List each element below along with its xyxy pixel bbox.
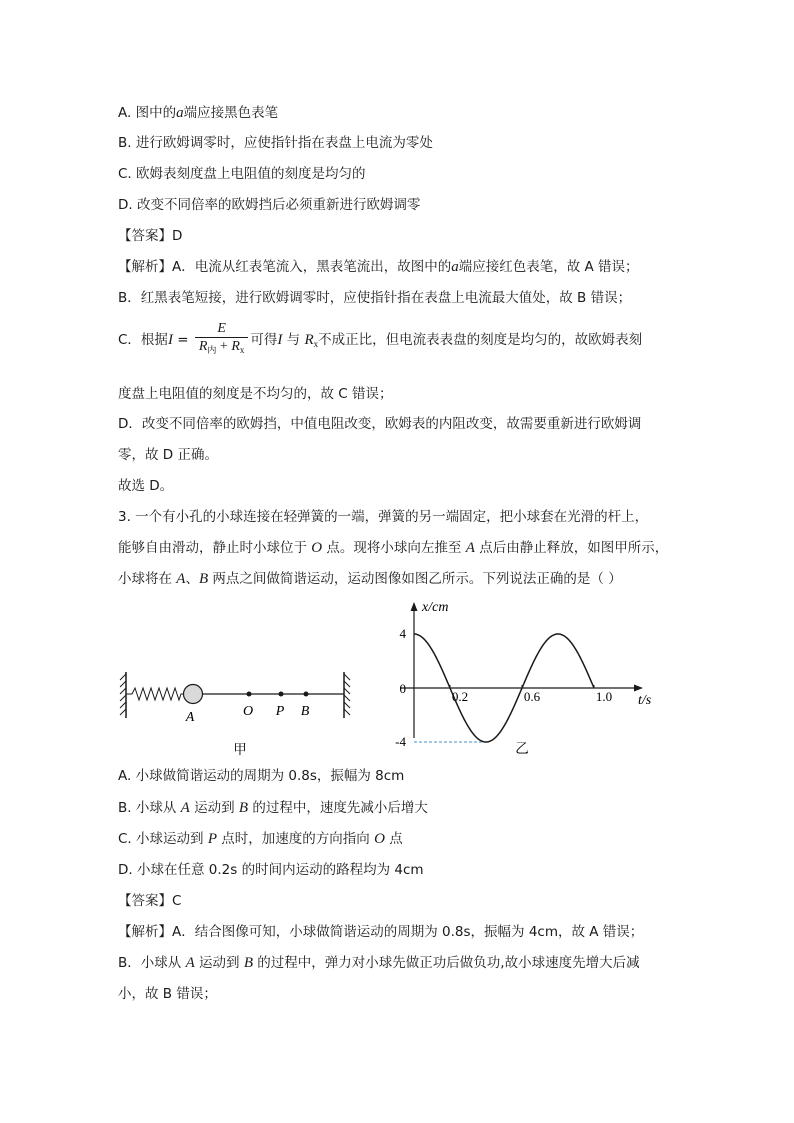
q2-explanation-c-line1 (118, 320, 642, 364)
q3-ob-b: B (238, 800, 249, 816)
caption-yi: 乙 (515, 741, 529, 756)
q2-exp-a-var: a (451, 259, 459, 275)
tick-x-0-6: 0.6 (523, 689, 541, 704)
right-wall-hatch (344, 674, 350, 715)
q3-oc-pre: C. 小球运动到 (118, 831, 208, 847)
q3-stem2-o: O (311, 540, 323, 556)
q2-exp-c-rx: R (304, 332, 314, 348)
point-b (304, 692, 309, 697)
q2-explanation-c-line2: 度盘上电阻值的刻度是不均匀的，故 C 错误； (118, 386, 393, 402)
label-a: A (185, 710, 195, 725)
den-plus: + (216, 339, 232, 354)
q2-exp-c-rx-sub: x (313, 339, 319, 349)
q2-exp-c-mid2: 与 (282, 332, 305, 348)
q3-ob-post: 的过程中，速度先减小后增大 (248, 800, 428, 816)
formula-current: I (167, 332, 173, 348)
y-axis-label: x/cm (422, 600, 449, 615)
tick-x-0-2: 0.2 (451, 689, 469, 704)
q3-explanation-a: 【解析】A．结合图像可知，小球做简谐运动的周期为 0.8s，振幅为 4cm，故 A 错误； (118, 924, 644, 940)
ball (184, 685, 203, 704)
q2-option-a-pre: A. 图中的 (118, 105, 177, 121)
q3-stem3-a: A (176, 571, 186, 587)
q3-option-b (118, 798, 428, 818)
q3-stem3-post: 两点之间做简谐运动，运动图像如图乙所示。下列说法正确的是（ ） (208, 571, 622, 587)
q3-eb-a: A (185, 955, 195, 971)
q2-exp-a-pre: 【解析】A．电流从红表笔流入，黑表笔流出，故图中的 (118, 259, 452, 275)
q2-choose: 故选 D。 (118, 478, 174, 494)
q3-oc-p: P (207, 831, 217, 847)
formula-numerator: E (195, 321, 249, 338)
y-axis-arrow (411, 602, 418, 611)
formula-denominator (195, 338, 249, 359)
q3-stem-line1: 3. 一个有小孔的小球连接在轻弹簧的一端，弹簧的另一端固定，把小球套在光滑的杆上， (118, 509, 649, 525)
den-r-sub: 内 (207, 345, 217, 355)
tick-y-4: 4 (399, 626, 406, 641)
q3-stem3-pre: 小球将在 (118, 571, 177, 587)
q2-option-a-var: a (176, 105, 184, 121)
q2-exp-c-i: I (277, 332, 283, 348)
q2-answer: 【答案】D (118, 228, 183, 244)
den-r: R (198, 339, 208, 354)
q3-eb-b: B (243, 955, 253, 971)
q2-option-d: D. 改变不同倍率的欧姆挡后必须重新进行欧姆调零 (118, 197, 421, 213)
q2-explanation-d-line2: 零，故 D 正确。 (118, 447, 218, 463)
formula-equals: = (172, 332, 193, 348)
x-axis-label: t/s (638, 693, 652, 708)
q3-stem2-post2: 点后由静止释放，如图甲所示， (474, 540, 669, 556)
left-wall-hatch (120, 674, 126, 715)
q3-stem2-a: A (465, 540, 475, 556)
q2-explanation-d-line1: D．改变不同倍率的欧姆挡，中值电阻改变，欧姆表的内阻改变，故需要重新进行欧姆调 (118, 416, 642, 432)
q3-stem2-pre: 能够自由滑动，静止时小球位于 (118, 540, 312, 556)
label-b: B (300, 704, 310, 719)
spring (126, 688, 184, 700)
q3-ob-a: A (180, 800, 190, 816)
q3-option-a: A. 小球做简谐运动的周期为 0.8s，振幅为 8cm (118, 768, 405, 784)
q2-exp-c-mid1: 可得 (250, 332, 278, 348)
q3-ob-pre: B. 小球从 (118, 800, 181, 816)
label-o: O (242, 704, 254, 719)
q3-answer: 【答案】C (118, 893, 182, 909)
q2-option-c: C. 欧姆表刻度盘上电阻值的刻度是均匀的 (118, 166, 366, 182)
q3-oc-o: O (374, 831, 385, 847)
point-p (279, 692, 284, 697)
tick-x-1-0: 1.0 (595, 689, 613, 704)
x-axis-arrow (634, 685, 643, 692)
q2-option-a-post: 端应接黑色表笔 (183, 105, 279, 121)
q3-explanation-b-line1 (118, 953, 640, 973)
q3-stem-line2 (118, 538, 668, 558)
formula-fraction (195, 321, 249, 359)
den-rx-sub: x (239, 345, 245, 355)
q3-eb-post: 的过程中，弹力对小球先做正功后做负功,故小球速度先增大后减 (253, 955, 640, 971)
den-rx: R (231, 339, 240, 354)
q3-ob-mid: 运动到 (189, 800, 239, 816)
q3-stem-line3 (118, 569, 622, 589)
q3-stem3-b: B (198, 571, 209, 587)
q2-exp-a-post: 端应接红色表笔，故 A 错误； (458, 259, 639, 275)
origin-label: 0 (399, 681, 406, 696)
figure-jia (118, 660, 358, 760)
q3-stem2-post: 点。现将小球向左推至 (322, 540, 466, 556)
figure-yi (390, 598, 660, 760)
q3-oc-mid: 点时，加速度的方向指向 (216, 831, 375, 847)
q3-option-c (118, 829, 403, 849)
q3-eb-pre: B．小球从 (118, 955, 186, 971)
caption-jia: 甲 (233, 742, 247, 757)
tick-y-neg4: -4 (395, 734, 406, 749)
q2-exp-c-post: 不成正比，但电流表表盘的刻度是均匀的，故欧姆表刻 (318, 332, 643, 348)
q2-option-b: B. 进行欧姆调零时，应使指针指在表盘上电流为零处 (118, 135, 433, 151)
q2-exp-c-pre: C．根据 (118, 332, 168, 348)
q2-explanation-a (118, 257, 639, 277)
q2-option-a (118, 103, 278, 123)
q2-explanation-b: B．红黑表笔短接，进行欧姆调零时，应使指针指在表盘上电流最大值处，故 B 错误； (118, 290, 632, 306)
q3-stem3-sep: 、 (185, 571, 199, 587)
q3-option-d: D. 小球在任意 0.2s 的时间内运动的路程均为 4cm (118, 862, 424, 878)
point-o (247, 692, 252, 697)
label-p: P (275, 704, 285, 719)
q3-eb-mid: 运动到 (194, 955, 244, 971)
q3-oc-post: 点 (384, 831, 403, 847)
q3-explanation-b-line2: 小，故 B 错误； (118, 986, 217, 1002)
